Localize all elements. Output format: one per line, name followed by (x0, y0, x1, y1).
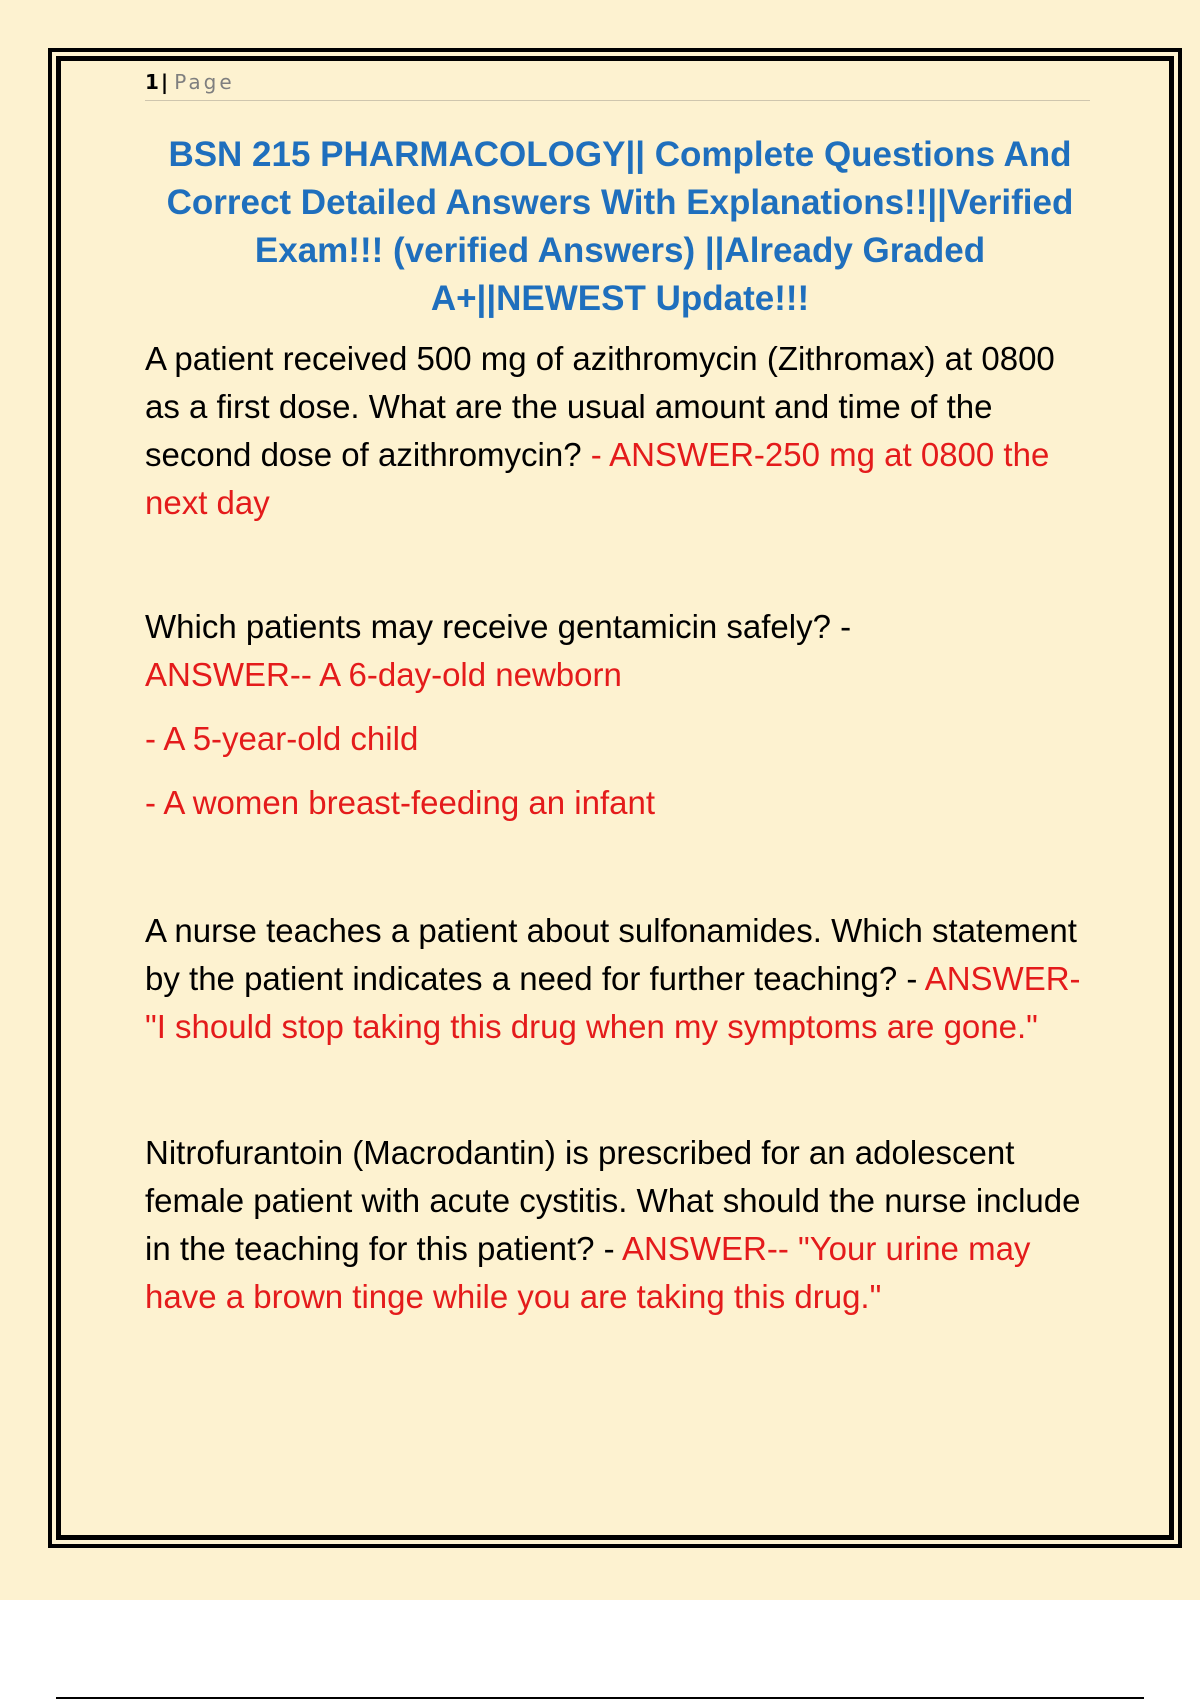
page-number: 1 (145, 70, 160, 94)
page-separator: | (160, 70, 172, 94)
question-2 (145, 603, 1095, 699)
answer-4-text: ANSWER-- "Your urine may have a brown tinge while you are taking this drug." (145, 1230, 1031, 1315)
answer-2-option-2: - A women breast-feeding an infant (145, 784, 655, 821)
answer-3-text: ANSWER-"I should stop taking this drug when my symptoms are gone." (145, 960, 1081, 1045)
answer-2-option-1: - A 5-year-old child (145, 720, 419, 757)
question-3 (145, 907, 1095, 1051)
question-2-text: Which patients may receive gentamicin safely? - (145, 608, 852, 645)
answer-1-text: - ANSWER-250 mg at 0800 the next day (145, 436, 1050, 521)
question-4 (145, 1129, 1095, 1321)
page-label: Page (174, 70, 235, 94)
question-1-text: A patient received 500 mg of azithromycin (Zithromax) at 0800 as a first dose. What are the usual amount and time of the second dose of azithromycin? (145, 340, 1055, 473)
page-header (145, 70, 1090, 101)
document-title: BSN 215 PHARMACOLOGY|| Complete Questions And Correct Detailed Answers With Explanations!!||Verified Exam!!! (verified Answers) ||Already Graded A+||NEWEST Update!!! (166, 135, 1074, 318)
document-content (145, 70, 1095, 1321)
page-break-line (56, 1697, 1144, 1699)
question-3-text: A nurse teaches a patient about sulfonamides. Which statement by the patient indicates a need for further teaching? - (145, 912, 1077, 997)
question-1 (145, 335, 1095, 527)
answer-2-text: ANSWER-- A 6-day-old newborn (145, 656, 622, 693)
question-4-text: Nitrofurantoin (Macrodantin) is prescribed for an adolescent female patient with acute cystitis. What should the nurse include in the teaching for this patient? - (145, 1134, 1081, 1267)
